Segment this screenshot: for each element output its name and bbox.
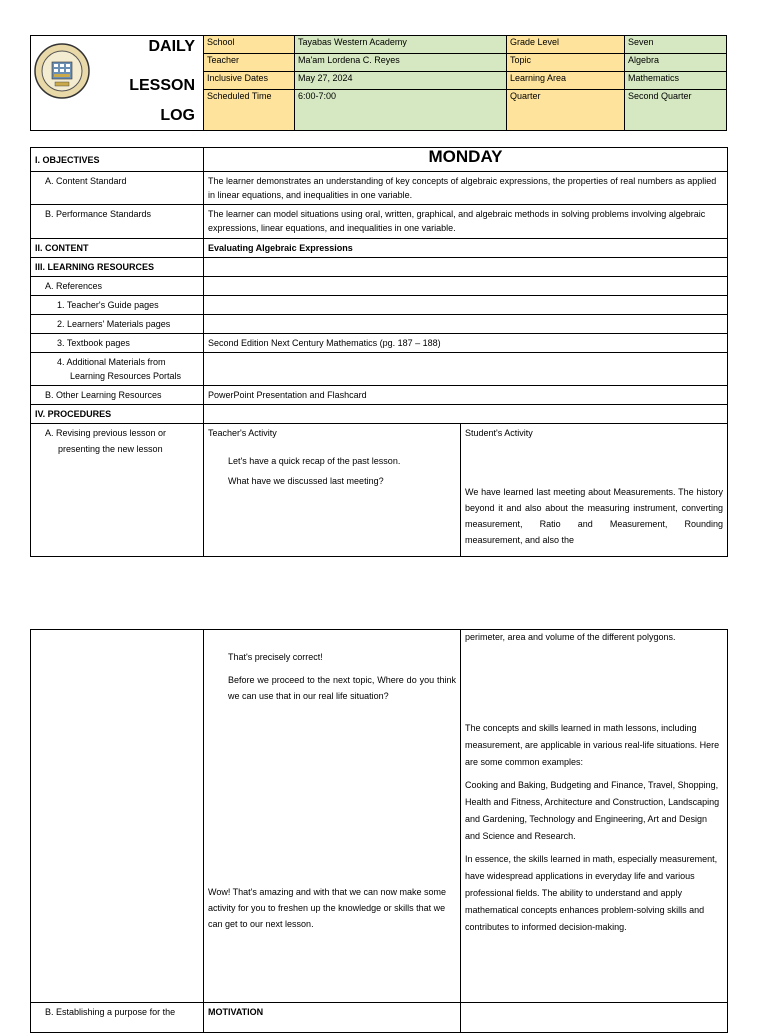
motivation-heading: MOTIVATION [204, 1003, 461, 1033]
content-standard-label: A. Content Standard [31, 172, 204, 205]
table-row [31, 424, 728, 557]
teacher-value: Ma'am Lordena C. Reyes [295, 54, 507, 72]
content-heading: II. CONTENT [31, 239, 204, 258]
learning-area-value: Mathematics [625, 72, 726, 90]
table-row [31, 172, 728, 205]
table-row [31, 277, 728, 296]
teacher-line: That's precisely correct! [228, 652, 323, 662]
objectives-heading: I. OBJECTIVES [31, 148, 204, 172]
quarter-value: Second Quarter [625, 90, 726, 130]
content-standard-text: The learner demonstrates an understanding of key concepts of algebraic expressions, the properties of real numbers as applied in linear equations, and inequalities in one variable. [204, 172, 728, 205]
table-row [31, 334, 728, 353]
revising-line1: A. Revising previous lesson or [45, 428, 167, 438]
school-seal-logo [33, 42, 91, 100]
student-line: We have learned last meeting about Measurements. The history beyond it and also about the measuring instrument, converting measurement, Ratio and Measurement, Rounding measurement, and also the [465, 487, 723, 545]
student-line: Cooking and Baking, Budgeting and Finance, Travel, Shopping, Health and Fitness, Architecture and Construction, Landscaping and Gardening, Technology and Engineering, Art and Design and Science and Research. [465, 780, 720, 841]
learning-area-label: Learning Area [507, 72, 625, 90]
additional-materials-line2: Learning Resources Portals [70, 371, 182, 381]
title-box [31, 36, 204, 130]
teacher-line: Before we proceed to the next topic, Where do you think we can use that in our real life situation? [228, 675, 456, 701]
additional-materials-line1: 4. Additional Materials from [57, 357, 166, 367]
quarter-label: Quarter [507, 90, 625, 130]
table-row [31, 205, 728, 239]
inclusive-dates-value: May 27, 2024 [295, 72, 507, 90]
content-text: Evaluating Algebraic Expressions [204, 239, 728, 258]
learners-materials-label: 2. Learners' Materials pages [31, 315, 204, 334]
title-lesson: LESSON [129, 77, 195, 94]
other-resources-text: PowerPoint Presentation and Flashcard [204, 386, 728, 405]
grade-level-value: Seven [625, 36, 726, 54]
table-row [31, 353, 728, 386]
procedures-heading: IV. PROCEDURES [31, 405, 204, 424]
textbook-text: Second Edition Next Century Mathematics (pg. 187 – 188) [204, 334, 728, 353]
header-info-grid [204, 36, 726, 130]
teacher-activity-cell [204, 424, 461, 557]
table-row [31, 630, 728, 1003]
table-row [31, 148, 728, 172]
scheduled-time-label: Scheduled Time [204, 90, 295, 130]
teacher-label: Teacher [204, 54, 295, 72]
student-activity-cell [461, 630, 728, 1003]
topic-value: Algebra [625, 54, 726, 72]
teacher-activity-heading: Teacher's Activity [208, 428, 277, 438]
topic-label: Topic [507, 54, 625, 72]
student-activity-heading: Student's Activity [465, 428, 533, 438]
student-line: In essence, the skills learned in math, especially measurement, have widespread applications in everyday life and various professional fields. The ability to understand and apply mathematical concepts enhances problem-solving skills and contributes to informed decision-making. [465, 854, 718, 932]
revising-line2: presenting the new lesson [58, 444, 163, 454]
textbook-label: 3. Textbook pages [31, 334, 204, 353]
grade-level-label: Grade Level [507, 36, 625, 54]
table-row [31, 405, 728, 424]
inclusive-dates-label: Inclusive Dates [204, 72, 295, 90]
school-label: School [204, 36, 295, 54]
table-row [31, 1003, 728, 1033]
title-log: LOG [160, 107, 195, 124]
table-row [31, 315, 728, 334]
scheduled-time-value: 6:00-7:00 [295, 90, 507, 130]
student-line: The concepts and skills learned in math lessons, including measurement, are applicable in various real-life situations. Here are some common examples: [465, 723, 720, 767]
teacher-line: Let's have a quick recap of the past lesson. [228, 456, 401, 466]
learning-resources-heading: III. LEARNING RESOURCES [31, 258, 204, 277]
title-daily: DAILY [148, 38, 195, 55]
teacher-activity-cell [204, 630, 461, 1003]
teachers-guide-label: 1. Teacher's Guide pages [31, 296, 204, 315]
lesson-plan-table [30, 147, 728, 557]
establishing-label: B. Establishing a purpose for the [31, 1003, 204, 1033]
school-value: Tayabas Western Academy [295, 36, 507, 54]
table-row [31, 386, 728, 405]
additional-materials-label [31, 353, 204, 386]
lesson-log-header [30, 35, 727, 131]
table-row [31, 258, 728, 277]
revising-label [31, 424, 204, 557]
table-row [31, 239, 728, 258]
teacher-line: Wow! That's amazing and with that we can now make some activity for you to freshen up the knowledge or skills that we can get to our next lesson. [208, 887, 446, 929]
student-line: perimeter, area and volume of the different polygons. [465, 632, 676, 642]
table-row [31, 296, 728, 315]
student-activity-cell [461, 424, 728, 557]
references-label: A. References [31, 277, 204, 296]
day-heading: MONDAY [204, 148, 728, 172]
performance-standards-label: B. Performance Standards [31, 205, 204, 239]
lesson-plan-table-continued [30, 629, 728, 1033]
other-resources-label: B. Other Learning Resources [31, 386, 204, 405]
teacher-line: What have we discussed last meeting? [228, 476, 384, 486]
performance-standards-text: The learner can model situations using oral, written, graphical, and algebraic methods in solving problems involving algebraic expressions, linear equations, and inequalities in one variable. [204, 205, 728, 239]
